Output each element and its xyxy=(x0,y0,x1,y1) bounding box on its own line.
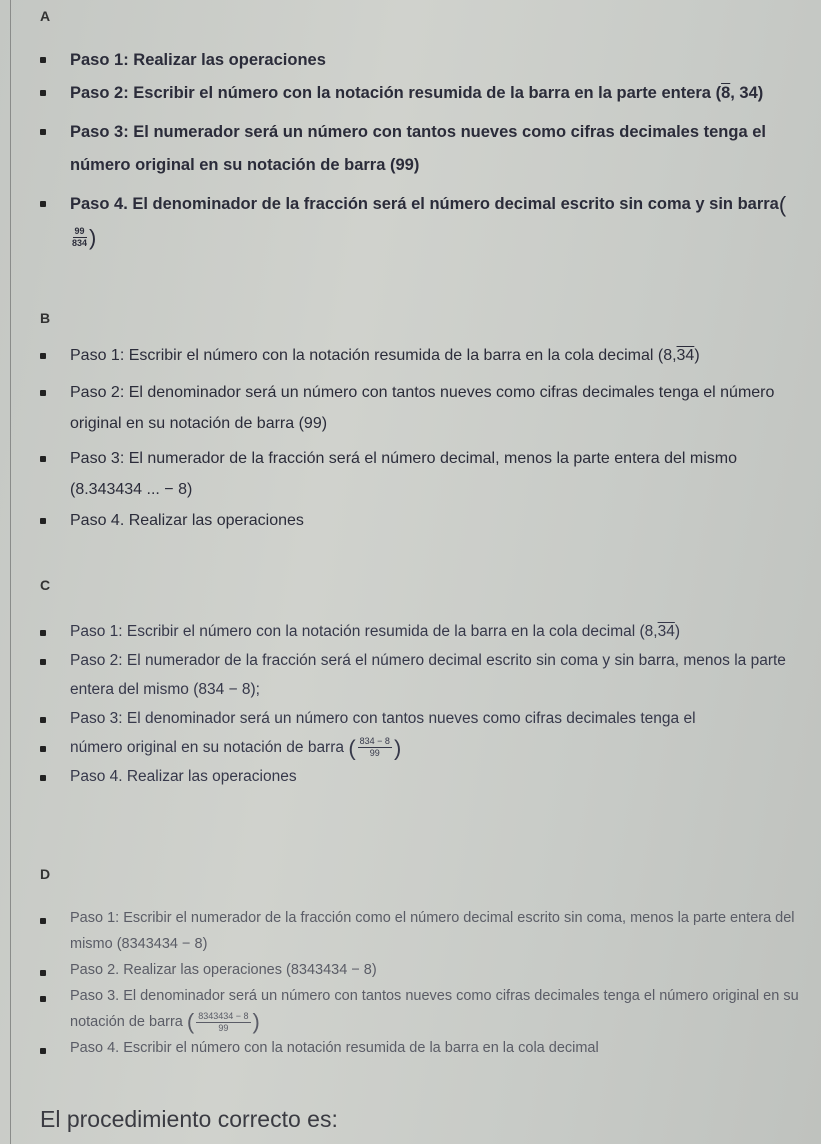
math-expression xyxy=(658,347,700,364)
step-text: Paso 4. Realizar las operaciones xyxy=(70,768,297,786)
fraction-numerator: 8343434 − 8 xyxy=(198,1010,249,1021)
step-text: número original en su notación de barra xyxy=(70,739,345,756)
fraction xyxy=(72,226,87,249)
math-part: , 34) xyxy=(730,84,764,102)
step-text: Paso 3: El numerador de la fracción será el número decimal, menos la parte entera del mismo (8.343434 ... − 8) xyxy=(70,450,737,498)
repeating-digits: 8 xyxy=(721,84,731,102)
math-part: ( xyxy=(715,84,722,102)
step-item xyxy=(40,646,800,704)
steps-list xyxy=(40,44,800,254)
step-item xyxy=(40,116,800,182)
step-item xyxy=(40,443,800,505)
step-item xyxy=(40,704,800,733)
step-item xyxy=(40,340,800,371)
steps-list xyxy=(40,617,800,791)
steps-list xyxy=(40,340,800,536)
repeating-digits: 34 xyxy=(676,347,695,364)
repeating-digits: 34 xyxy=(657,623,675,640)
step-text: Paso 4. Realizar las operaciones xyxy=(70,512,304,529)
step-text: Paso 3: El numerador será un número con tantos nueves como cifras decimales tenga el número original en su notación de barra (99) xyxy=(70,123,766,174)
step-text: Paso 4. Escribir el número con la notación resumida de la barra en la cola decimal xyxy=(70,1040,599,1057)
math-expression xyxy=(716,84,764,102)
step-text: Paso 2. Realizar las operaciones (8343434 − 8) xyxy=(70,962,377,978)
option-letter: D xyxy=(40,866,51,882)
step-item xyxy=(40,377,800,439)
page-edge xyxy=(10,0,11,1144)
step-item xyxy=(40,957,800,983)
fraction-denominator: 99 xyxy=(369,748,380,759)
option-letter: C xyxy=(40,577,51,593)
fraction xyxy=(196,1011,250,1034)
step-item xyxy=(40,505,800,536)
step-item xyxy=(40,762,800,791)
step-text: Paso 4. El denominador de la fracción será el número decimal escrito sin coma y sin barra xyxy=(70,195,779,213)
step-text: Paso 2: Escribir el número con la notación resumida de la barra en la parte entera xyxy=(70,84,716,102)
step-item xyxy=(40,905,800,957)
step-text: Paso 2: El numerador de la fracción será el número decimal escrito sin coma y sin barra, menos la parte entera del mismo (834 − 8); xyxy=(70,652,786,698)
steps-list xyxy=(40,905,800,1061)
step-item xyxy=(40,1035,800,1061)
step-text: Paso 2: El denominador será un número con tantos nueves como cifras decimales tenga el número original en su notación de barra (99) xyxy=(70,384,775,432)
math-part: (8, xyxy=(639,623,658,640)
step-text: Paso 3: El denominador será un número con tantos nueves como cifras decimales tenga el xyxy=(70,710,696,727)
math-part: ) xyxy=(694,347,700,364)
math-expression xyxy=(640,623,681,640)
step-text: Paso 3. El denominador será un número con tantos nueves como cifras decimales tenga el número original en su notación de barra xyxy=(70,988,799,1030)
option-letter: B xyxy=(40,310,51,326)
fraction-numerator: 834 − 8 xyxy=(359,736,390,747)
fraction-denominator: 99 xyxy=(218,1022,229,1033)
option-letter: A xyxy=(40,8,51,24)
fraction-numerator: 99 xyxy=(74,226,85,237)
step-text: Paso 1: Realizar las operaciones xyxy=(70,51,326,69)
step-item xyxy=(40,617,800,646)
step-text: Paso 1: Escribir el numerador de la fracción como el número decimal escrito sin coma, menos la parte entera del mismo (8343434 − 8) xyxy=(70,910,795,952)
step-item: Paso 4. El denominador de la fracción será el número decimal escrito sin coma y sin barra( $\frac{99}{834}$ ) xyxy=(40,188,800,254)
step-item xyxy=(40,77,800,110)
step-text: Paso 1: Escribir el número con la notación resumida de la barra en la cola decimal xyxy=(70,623,640,640)
question-prompt: El procedimiento correcto es: xyxy=(40,1106,338,1132)
fraction xyxy=(358,736,392,759)
math-part: ) xyxy=(674,623,681,640)
fraction-denominator: 834 xyxy=(72,238,88,249)
step-text: Paso 1: Escribir el número con la notación resumida de la barra en la cola decimal xyxy=(70,347,658,364)
step-item: número original en su notación de barra ( $\frac{834 - 8}{99}$ ) xyxy=(40,733,800,762)
step-item xyxy=(40,44,800,77)
math-part: (8, xyxy=(657,347,677,364)
step-item: Paso 3. El denominador será un número con tantos nueves como cifras decimales tenga el número original en su notación de barra ( $\frac{8343434 - 8}{99}$ ) xyxy=(40,983,800,1035)
